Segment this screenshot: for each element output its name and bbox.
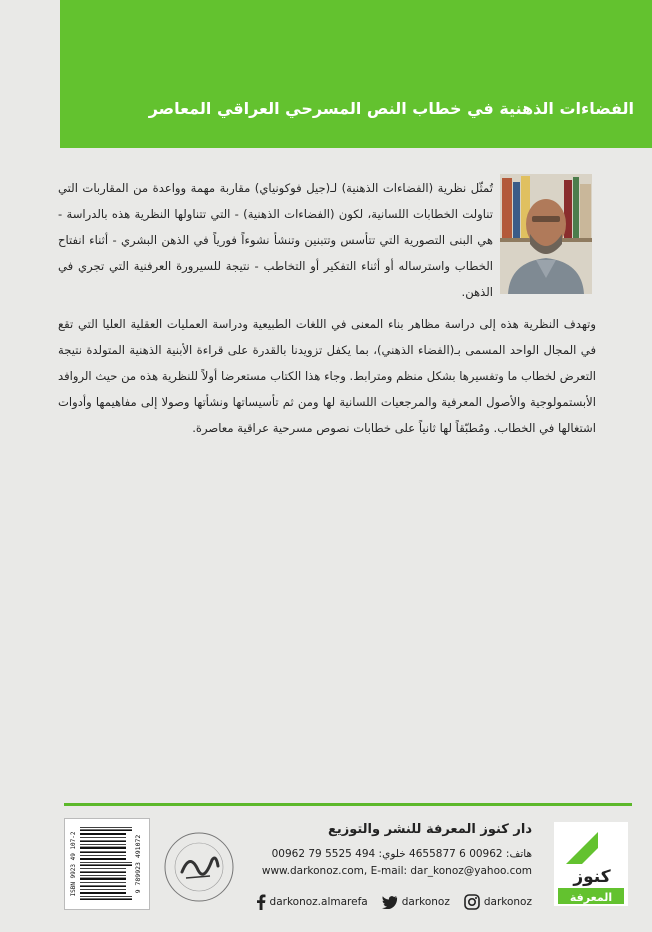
twitter-icon bbox=[382, 895, 398, 909]
blurb-paragraph-2: وتهدف النظرية هذه إلى دراسة مظاهر بناء المعنى في اللغات الطبيعية ودراسة العمليات العقلية العليا التي تقع في المجال الواحد المسمى بـ(الفضاء الذهني)، بما يكفل تزويدنا بالقدرة على قراءة الأبنية الذهنية المتولدة نتيجة التعرض لخطاب ما وتفسيرها بشكل منظم ومترابط. وجاء هذا الكتاب مستعرضا أولاً للنظرية هذه من حيث الروافد الأبستمولوجية والأصول المعرفية والمرجعيات اللسانية لها ومن ثم تأسيساتها ونشأتها وصولا إلى مفاهيمها وأدوات اشتغالها في الخطاب. ومُطبّقاً لها ثانياً على خطابات نصوص مسرحية عراقية معاصرة. bbox=[58, 317, 596, 435]
instagram-handle: darkonoz bbox=[483, 896, 532, 908]
publisher-phones: هاتف: 00962 6 4655877 خلوي: 494 5525 79 00962 bbox=[271, 848, 532, 860]
facebook-handle: darkonoz.almarefa bbox=[269, 896, 368, 908]
title-band bbox=[60, 0, 652, 148]
social-facebook[interactable] bbox=[256, 894, 368, 910]
twitter-handle: darkonoz bbox=[401, 896, 450, 908]
publisher-name: دار كنوز المعرفة للنشر والتوزيع bbox=[327, 822, 532, 837]
book-title: الفضاءات الذهنية في خطاب النص المسرحي العراقي المعاصر bbox=[148, 99, 634, 118]
facebook-icon bbox=[256, 894, 266, 910]
cover-designer-seal bbox=[162, 830, 236, 904]
isbn-digits: 9 789923 491072 bbox=[134, 834, 142, 894]
logo-word-almarefa: المعرفة bbox=[569, 891, 613, 904]
footer-divider bbox=[64, 803, 632, 806]
barcode-graphic bbox=[65, 819, 149, 909]
publisher-logo bbox=[552, 820, 630, 908]
isbn-barcode bbox=[64, 818, 150, 910]
instagram-icon bbox=[464, 894, 480, 910]
author-photo bbox=[500, 174, 592, 294]
author-portrait-image bbox=[500, 174, 592, 294]
social-links bbox=[270, 892, 532, 912]
social-instagram[interactable] bbox=[464, 894, 532, 910]
publisher-logo-mark bbox=[552, 820, 630, 908]
logo-word-konoz: كنوز bbox=[573, 867, 611, 887]
isbn-label: ISBN 9923 49 107-2 bbox=[70, 831, 77, 897]
designer-signature-seal bbox=[162, 830, 236, 904]
social-twitter[interactable] bbox=[382, 895, 450, 909]
blurb-paragraph-1: تُمثّل نظرية (الفضاءات الذهنية) لـ(جيل فوكونياي) مقاربة مهمة وواعدة من المقاربات التي تناولت الخطابات اللسانية، لكون (الفضاءات الذهنية) - التي تتناولها النظرية هذه بالدراسة - هي البنى التصورية التي تتأسس وتتبنين وتنشأ نشوءاً فورياً في الذهن البشري - أثناء انفتاح الخطاب واسترساله أو أثناء التفكير أو التخاطب - نتيجة للسيرورة العرفنية التي تجري في الذهن. bbox=[58, 181, 493, 299]
publisher-web-email[interactable]: www.darkonoz.com, E-mail: dar_konoz@yahoo.com bbox=[261, 865, 532, 877]
